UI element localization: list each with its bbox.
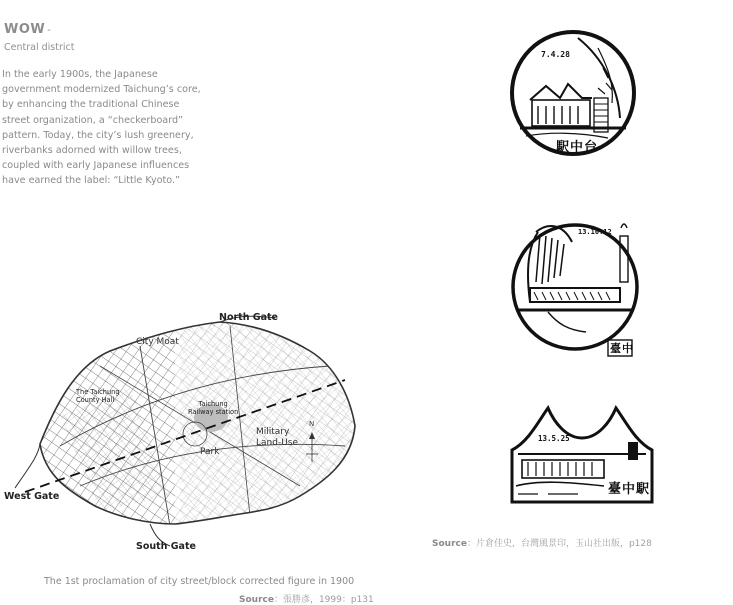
city-moat-label: City Moat: [136, 337, 179, 347]
south-gate-label: South Gate: [136, 541, 196, 552]
intro-line: by enhancing the traditional Chinese: [2, 99, 180, 111]
intro-line: pattern. Today, the city’s lush greenery,: [2, 129, 194, 141]
intro-line: coupled with early Japanese influences: [2, 160, 190, 172]
map-source: [239, 592, 374, 605]
stamp-source-label: Source: [432, 539, 467, 549]
county-hall-label: [76, 388, 120, 404]
title-dash: -: [47, 25, 52, 36]
railway-station-label: [188, 400, 238, 416]
page-title: [4, 22, 51, 37]
north-gate-label: North Gate: [219, 312, 278, 323]
stamp-taichung-station-3: [508, 402, 656, 512]
city-map-drawing: [0, 296, 400, 558]
military-land-line: Land-Use: [256, 438, 299, 448]
city-map: [0, 296, 400, 558]
stamp-date: 13.10.12: [578, 228, 612, 236]
military-land-line: Military: [256, 427, 290, 437]
north-letter: N: [309, 420, 315, 428]
stamp-name: 臺中駅: [608, 482, 651, 497]
railway-station-line: Taichung: [198, 400, 228, 408]
stamp-taichung-station-1: [508, 28, 638, 158]
stamp-date: 13.5.25: [538, 434, 570, 443]
county-hall-line: The Taichung: [76, 388, 120, 396]
county-hall-line: County Hall: [76, 396, 115, 404]
page-subtitle: Central district: [4, 42, 75, 53]
intro-line: riverbanks adorned with willow trees,: [2, 145, 182, 157]
military-land-label: [256, 427, 298, 449]
map-caption: The 1st proclamation of city street/block corrected figure in 1900: [44, 576, 355, 587]
stamp-source-text: ：片倉佳史，台灣風景印，玉山社出版，p128: [466, 539, 652, 549]
intro-line: street organization, a “checkerboard”: [2, 114, 184, 126]
intro-line: government modernized Taichung’s core,: [2, 84, 201, 96]
stamp-taichung-station-2: [508, 212, 642, 362]
stamp-date: 7.4.28: [541, 50, 570, 59]
railway-station-line: Railway station: [188, 408, 239, 416]
intro-line: have earned the label: “Little Kyoto.”: [2, 175, 180, 187]
stamp-source: [432, 536, 652, 549]
intro-paragraph: [2, 67, 242, 189]
intro-line: In the early 1900s, the Japanese: [2, 69, 158, 80]
stamp-name: 臺中: [610, 342, 634, 355]
title-text: WOW: [4, 22, 46, 37]
west-gate-label: West Gate: [4, 491, 60, 502]
park-label: Park: [200, 447, 220, 457]
stamp-name: 駅中台: [556, 140, 599, 155]
map-source-text: ：張勝彥，1999：p131: [273, 595, 374, 605]
river-line: [15, 444, 40, 488]
map-source-label: Source: [239, 595, 274, 605]
